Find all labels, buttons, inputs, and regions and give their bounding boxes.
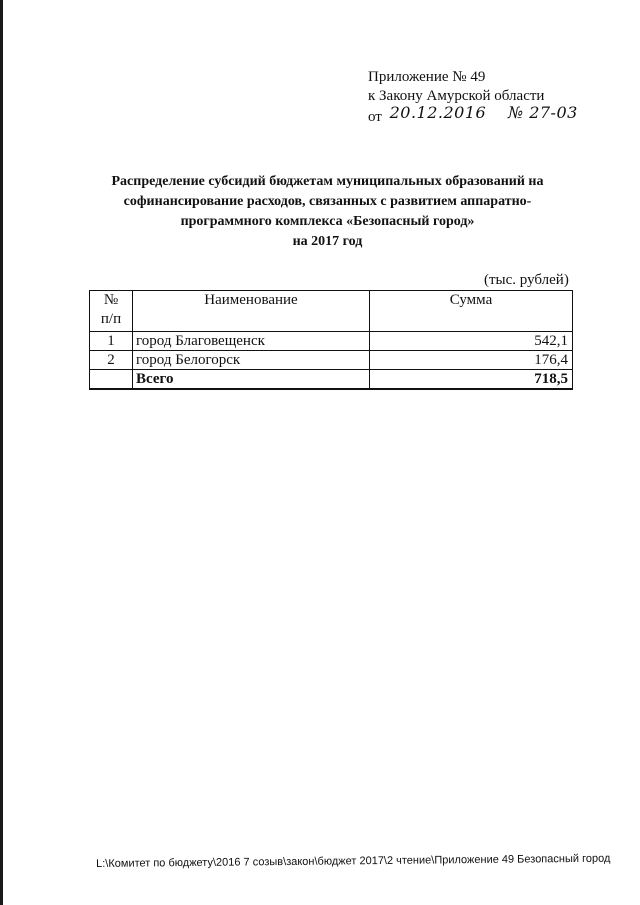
document-title <box>80 172 575 252</box>
title-line-3: программного комплекса «Безопасный город» <box>180 214 475 229</box>
header-number-abbr: п/п <box>100 311 122 327</box>
row-sum: 542,1 <box>370 332 573 351</box>
attachment-law: к Закону Амурской области <box>368 88 545 104</box>
total-label: Всего <box>133 370 370 390</box>
handwritten-date: 20.12.2016 <box>389 103 487 122</box>
subsidy-table <box>89 290 573 390</box>
file-path-footer: L:\Комитет по бюджету\2016 7 созыв\закон\бюджет 2017\2 чтение\Приложение 49 Безопасный город <box>96 852 611 870</box>
attachment-number: Приложение № 49 <box>368 69 486 85</box>
title-line-4: на 2017 год <box>292 234 363 249</box>
scan-edge <box>0 0 3 905</box>
units-label: (тыс. рублей) <box>484 272 569 288</box>
header-name: Наименование <box>133 291 370 332</box>
table-header-row <box>90 291 573 332</box>
row-number: 1 <box>90 332 133 351</box>
title-line-1: Распределение субсидий бюджетам муниципальных образований на <box>111 174 544 189</box>
total-sum: 718,5 <box>370 370 573 390</box>
table-row <box>90 332 573 351</box>
title-line-2: софинансирование расходов, связанных с развитием аппаратно- <box>123 194 532 209</box>
row-number: 2 <box>90 351 133 370</box>
attachment-date-line <box>368 103 578 127</box>
handwritten-number: № 27-03 <box>507 103 578 122</box>
attachment-block <box>368 68 578 127</box>
total-number <box>90 370 133 390</box>
header-number <box>90 291 133 332</box>
header-number-symbol: № <box>103 292 119 308</box>
row-name: город Благовещенск <box>133 332 370 351</box>
attachment-date-prefix: от <box>368 109 382 125</box>
row-name: город Белогорск <box>133 351 370 370</box>
table-total-row <box>90 370 573 390</box>
row-sum: 176,4 <box>370 351 573 370</box>
header-sum: Сумма <box>370 291 573 332</box>
table-row <box>90 351 573 370</box>
